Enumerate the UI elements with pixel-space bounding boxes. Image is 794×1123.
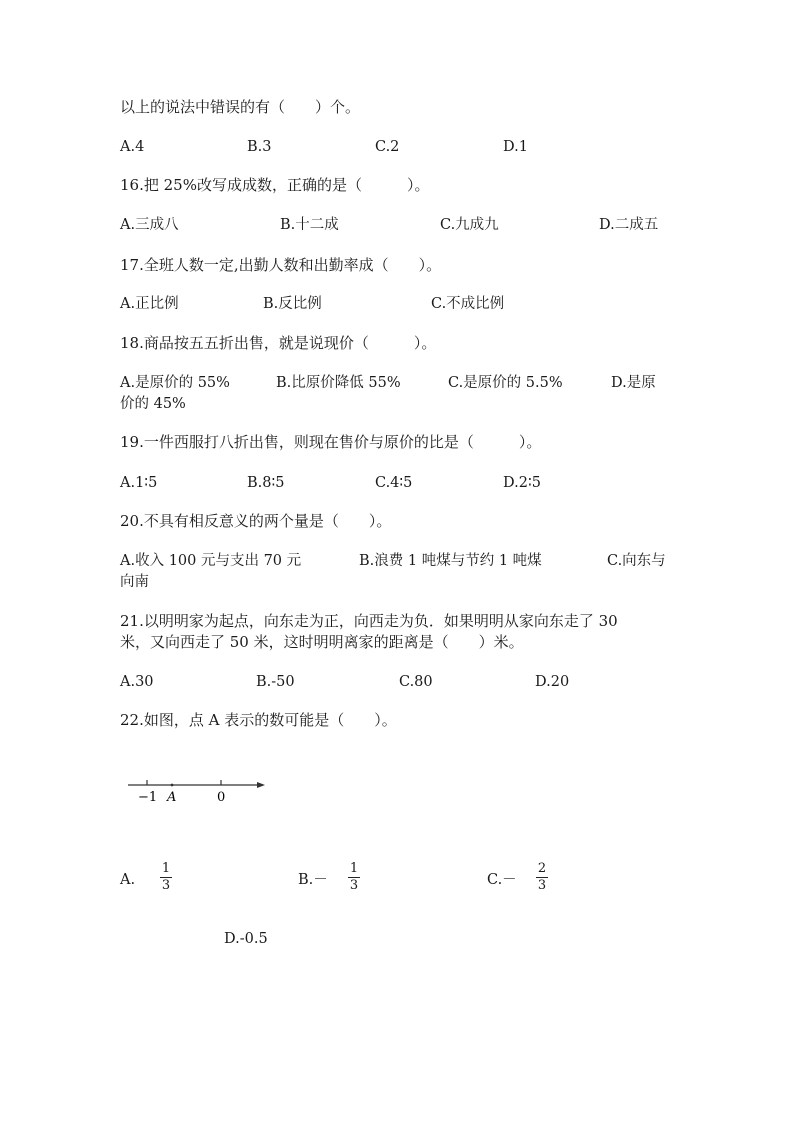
q16-option-a[interactable]: A.三成八: [120, 217, 179, 233]
fraction-numerator: 1: [349, 861, 359, 876]
q17-option-b[interactable]: B.反比例: [263, 296, 322, 312]
q21-option-c[interactable]: C.80: [399, 674, 433, 690]
q16-option-c[interactable]: C.九成九: [440, 217, 499, 233]
q20-option-b[interactable]: B.浪费 1 吨煤与节约 1 吨煤: [359, 553, 542, 569]
fraction-denominator: 3: [537, 878, 547, 893]
label-minus-one: −1: [138, 790, 158, 805]
q22-option-b-fraction[interactable]: [348, 862, 360, 893]
q19-option-d[interactable]: D.2∶5: [503, 475, 541, 491]
q22-stem: 22.如图，点 A 表示的数可能是（ ）。: [120, 711, 397, 729]
q19-option-b[interactable]: B.8∶5: [247, 475, 285, 491]
q15-option-b[interactable]: B.3: [247, 139, 272, 155]
number-line-figure: [125, 772, 270, 806]
q18-option-d[interactable]: D.是原: [611, 375, 656, 391]
point-a-dot: [171, 784, 174, 787]
q20-option-a[interactable]: A.收入 100 元与支出 70 元: [120, 553, 302, 569]
q18-option-d-continued: 价的 45%: [120, 396, 186, 412]
q15-option-a[interactable]: A.4: [120, 139, 145, 155]
q22-option-a-label[interactable]: A.: [120, 872, 136, 888]
number-line-arrow: [257, 782, 265, 788]
q20-option-c-continued: 向南: [120, 574, 149, 590]
fraction-denominator: 3: [161, 878, 171, 893]
q21-stem-line1: 21.以明明家为起点，向东走为正，向西走为负．如果明明从家向东走了 30: [120, 612, 618, 630]
q22-option-d[interactable]: D.-0.5: [224, 931, 268, 947]
q17-stem: 17.全班人数一定,出勤人数和出勤率成（ ）。: [120, 256, 442, 274]
q19-stem: 19.一件西服打八折出售，则现在售价与原价的比是（ ）。: [120, 433, 542, 451]
q18-stem: 18.商品按五五折出售，就是说现价（ ）。: [120, 334, 437, 352]
q15-option-c[interactable]: C.2: [375, 139, 400, 155]
q21-option-b[interactable]: B.-50: [256, 674, 295, 690]
q20-option-c[interactable]: C.向东与: [607, 553, 666, 569]
q19-option-c[interactable]: C.4∶5: [375, 475, 413, 491]
q16-option-b[interactable]: B.十二成: [280, 217, 339, 233]
q17-option-a[interactable]: A.正比例: [120, 296, 179, 312]
q20-stem: 20.不具有相反意义的两个量是（ ）。: [120, 512, 392, 530]
q17-option-c[interactable]: C.不成比例: [431, 296, 505, 312]
q15-option-d[interactable]: D.1: [503, 139, 528, 155]
q22-option-c-fraction[interactable]: [536, 862, 548, 893]
label-point-a: A: [167, 790, 177, 805]
q22-option-c-label[interactable]: C.－: [487, 872, 517, 888]
q18-option-c[interactable]: C.是原价的 5.5%: [448, 375, 563, 391]
q16-option-d[interactable]: D.二成五: [599, 217, 659, 233]
q21-option-a[interactable]: A.30: [120, 674, 154, 690]
q18-option-b[interactable]: B.比原价降低 55%: [276, 375, 401, 391]
fraction-numerator: 2: [537, 861, 547, 876]
q22-option-b-label[interactable]: B.－: [298, 872, 328, 888]
label-zero: 0: [217, 790, 226, 805]
q21-option-d[interactable]: D.20: [535, 674, 570, 690]
q18-option-a[interactable]: A.是原价的 55%: [120, 375, 230, 391]
fraction-denominator: 3: [349, 878, 359, 893]
q16-stem: 16.把 25%改写成成数，正确的是（ ）。: [120, 176, 430, 194]
fraction-numerator: 1: [161, 861, 171, 876]
q15-stem: 以上的说法中错误的有（ ）个。: [120, 98, 361, 116]
q22-option-a-fraction[interactable]: [160, 862, 172, 893]
q21-stem-line2: 米，又向西走了 50 米，这时明明离家的距离是（ ）米。: [120, 633, 524, 651]
q19-option-a[interactable]: A.1∶5: [120, 475, 158, 491]
